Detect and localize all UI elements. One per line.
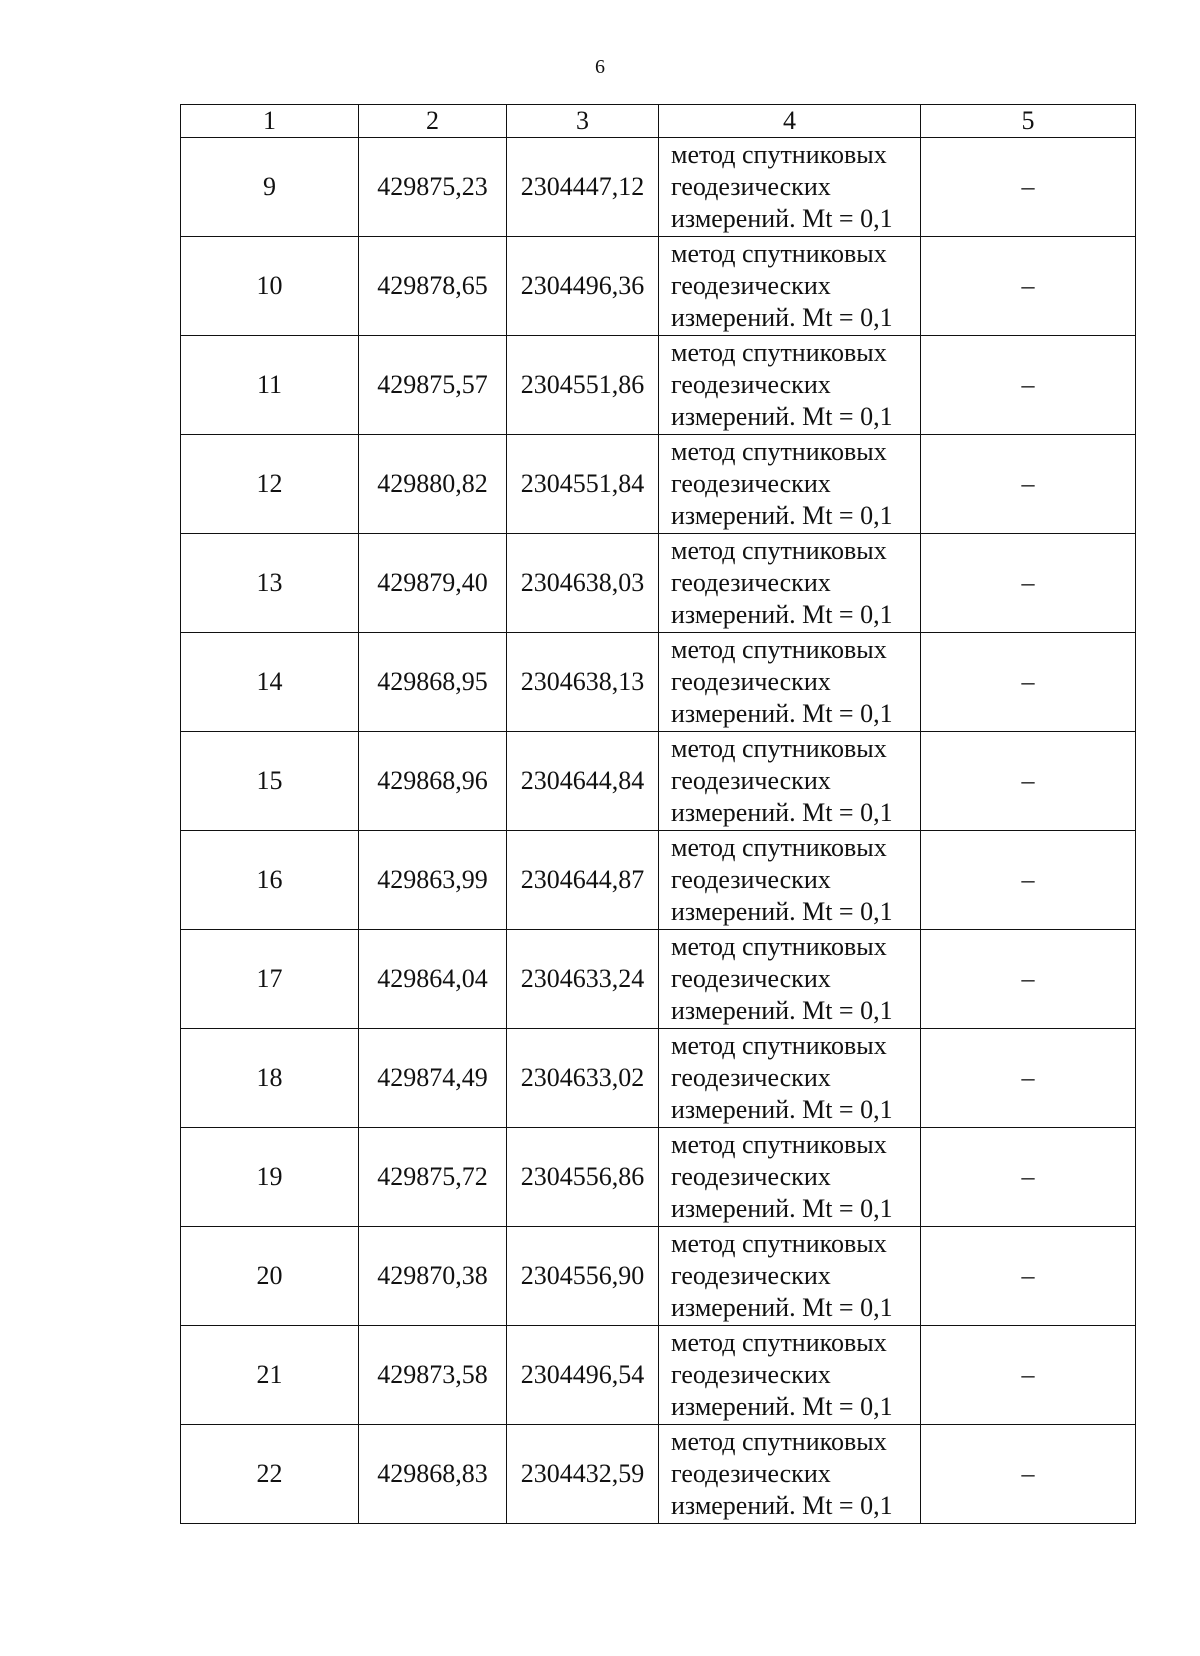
- method-cell: [659, 1029, 921, 1128]
- method-line: геодезических: [671, 1459, 831, 1488]
- x-coordinate-cell: 429875,23: [359, 138, 507, 237]
- method-cell: [659, 534, 921, 633]
- x-coordinate-cell: 429874,49: [359, 1029, 507, 1128]
- coordinates-table: [180, 104, 1136, 1524]
- column-5-cell: –: [921, 534, 1136, 633]
- table-row: [181, 336, 1136, 435]
- x-coordinate-cell: 429870,38: [359, 1227, 507, 1326]
- table-row: [181, 1029, 1136, 1128]
- x-coordinate-cell: 429875,57: [359, 336, 507, 435]
- method-line: измерений. Mt = 0,1: [671, 1392, 893, 1421]
- header-col-1: 1: [181, 105, 359, 138]
- method-line: метод спутниковых: [671, 140, 887, 169]
- method-line: метод спутниковых: [671, 437, 887, 466]
- y-coordinate-cell: 2304556,90: [507, 1227, 659, 1326]
- method-line: метод спутниковых: [671, 1427, 887, 1456]
- method-cell: [659, 633, 921, 732]
- point-number-cell: 9: [181, 138, 359, 237]
- method-line: измерений. Mt = 0,1: [671, 501, 893, 530]
- method-line: измерений. Mt = 0,1: [671, 699, 893, 728]
- table-row: [181, 633, 1136, 732]
- x-coordinate-cell: 429868,83: [359, 1425, 507, 1524]
- table-row: [181, 1425, 1136, 1524]
- method-cell: [659, 930, 921, 1029]
- table-row: [181, 930, 1136, 1029]
- column-5-cell: –: [921, 1227, 1136, 1326]
- column-5-cell: –: [921, 732, 1136, 831]
- page-number: 6: [595, 56, 605, 78]
- point-number-cell: 16: [181, 831, 359, 930]
- method-cell: [659, 435, 921, 534]
- point-number-cell: 14: [181, 633, 359, 732]
- method-line: геодезических: [671, 172, 831, 201]
- method-line: геодезических: [671, 271, 831, 300]
- column-5-cell: –: [921, 1128, 1136, 1227]
- column-5-cell: –: [921, 138, 1136, 237]
- method-line: метод спутниковых: [671, 635, 887, 664]
- table-row: [181, 1227, 1136, 1326]
- x-coordinate-cell: 429873,58: [359, 1326, 507, 1425]
- y-coordinate-cell: 2304638,13: [507, 633, 659, 732]
- method-line: метод спутниковых: [671, 1229, 887, 1258]
- method-cell: [659, 1425, 921, 1524]
- y-coordinate-cell: 2304432,59: [507, 1425, 659, 1524]
- method-line: измерений. Mt = 0,1: [671, 600, 893, 629]
- point-number-cell: 13: [181, 534, 359, 633]
- method-line: измерений. Mt = 0,1: [671, 897, 893, 926]
- point-number-cell: 20: [181, 1227, 359, 1326]
- method-cell: [659, 1326, 921, 1425]
- point-number-cell: 18: [181, 1029, 359, 1128]
- header-col-5: 5: [921, 105, 1136, 138]
- x-coordinate-cell: 429880,82: [359, 435, 507, 534]
- method-line: измерений. Mt = 0,1: [671, 798, 893, 827]
- table-row: [181, 732, 1136, 831]
- y-coordinate-cell: 2304551,84: [507, 435, 659, 534]
- method-cell: [659, 336, 921, 435]
- y-coordinate-cell: 2304447,12: [507, 138, 659, 237]
- method-line: метод спутниковых: [671, 338, 887, 367]
- method-cell: [659, 1128, 921, 1227]
- method-line: геодезических: [671, 1360, 831, 1389]
- point-number-cell: 12: [181, 435, 359, 534]
- method-line: метод спутниковых: [671, 536, 887, 565]
- header-col-2: 2: [359, 105, 507, 138]
- method-line: геодезических: [671, 1162, 831, 1191]
- method-line: геодезических: [671, 667, 831, 696]
- x-coordinate-cell: 429875,72: [359, 1128, 507, 1227]
- method-cell: [659, 1227, 921, 1326]
- method-line: измерений. Mt = 0,1: [671, 1095, 893, 1124]
- column-5-cell: –: [921, 1425, 1136, 1524]
- point-number-cell: 21: [181, 1326, 359, 1425]
- column-5-cell: –: [921, 831, 1136, 930]
- table-row: [181, 534, 1136, 633]
- column-5-cell: –: [921, 633, 1136, 732]
- method-cell: [659, 237, 921, 336]
- column-5-cell: –: [921, 435, 1136, 534]
- method-line: измерений. Mt = 0,1: [671, 1491, 893, 1520]
- header-col-4: 4: [659, 105, 921, 138]
- method-line: метод спутниковых: [671, 1328, 887, 1357]
- x-coordinate-cell: 429863,99: [359, 831, 507, 930]
- method-cell: [659, 138, 921, 237]
- method-line: измерений. Mt = 0,1: [671, 1293, 893, 1322]
- table-row: [181, 435, 1136, 534]
- method-line: метод спутниковых: [671, 1130, 887, 1159]
- point-number-cell: 10: [181, 237, 359, 336]
- table-row: [181, 1128, 1136, 1227]
- x-coordinate-cell: 429868,96: [359, 732, 507, 831]
- method-line: измерений. Mt = 0,1: [671, 996, 893, 1025]
- y-coordinate-cell: 2304644,87: [507, 831, 659, 930]
- method-line: измерений. Mt = 0,1: [671, 402, 893, 431]
- column-5-cell: –: [921, 1326, 1136, 1425]
- y-coordinate-cell: 2304644,84: [507, 732, 659, 831]
- method-cell: [659, 732, 921, 831]
- method-line: метод спутниковых: [671, 833, 887, 862]
- method-cell: [659, 831, 921, 930]
- method-line: геодезических: [671, 469, 831, 498]
- x-coordinate-cell: 429879,40: [359, 534, 507, 633]
- method-line: геодезических: [671, 370, 831, 399]
- method-line: измерений. Mt = 0,1: [671, 204, 893, 233]
- method-line: геодезических: [671, 865, 831, 894]
- method-line: геодезических: [671, 1261, 831, 1290]
- table-row: [181, 138, 1136, 237]
- table-row: [181, 831, 1136, 930]
- point-number-cell: 19: [181, 1128, 359, 1227]
- column-5-cell: –: [921, 237, 1136, 336]
- column-5-cell: –: [921, 930, 1136, 1029]
- method-line: метод спутниковых: [671, 239, 887, 268]
- header-col-3: 3: [507, 105, 659, 138]
- method-line: геодезических: [671, 766, 831, 795]
- y-coordinate-cell: 2304556,86: [507, 1128, 659, 1227]
- y-coordinate-cell: 2304633,02: [507, 1029, 659, 1128]
- y-coordinate-cell: 2304496,54: [507, 1326, 659, 1425]
- table-header-row: [181, 105, 1136, 138]
- point-number-cell: 22: [181, 1425, 359, 1524]
- table-row: [181, 237, 1136, 336]
- method-line: метод спутниковых: [671, 932, 887, 961]
- y-coordinate-cell: 2304638,03: [507, 534, 659, 633]
- table-body: [181, 138, 1136, 1524]
- x-coordinate-cell: 429868,95: [359, 633, 507, 732]
- point-number-cell: 11: [181, 336, 359, 435]
- x-coordinate-cell: 429878,65: [359, 237, 507, 336]
- y-coordinate-cell: 2304633,24: [507, 930, 659, 1029]
- column-5-cell: –: [921, 1029, 1136, 1128]
- y-coordinate-cell: 2304496,36: [507, 237, 659, 336]
- point-number-cell: 17: [181, 930, 359, 1029]
- method-line: геодезических: [671, 1063, 831, 1092]
- x-coordinate-cell: 429864,04: [359, 930, 507, 1029]
- method-line: геодезических: [671, 964, 831, 993]
- column-5-cell: –: [921, 336, 1136, 435]
- table-row: [181, 1326, 1136, 1425]
- method-line: метод спутниковых: [671, 1031, 887, 1060]
- method-line: измерений. Mt = 0,1: [671, 303, 893, 332]
- method-line: геодезических: [671, 568, 831, 597]
- method-line: метод спутниковых: [671, 734, 887, 763]
- y-coordinate-cell: 2304551,86: [507, 336, 659, 435]
- point-number-cell: 15: [181, 732, 359, 831]
- method-line: измерений. Mt = 0,1: [671, 1194, 893, 1223]
